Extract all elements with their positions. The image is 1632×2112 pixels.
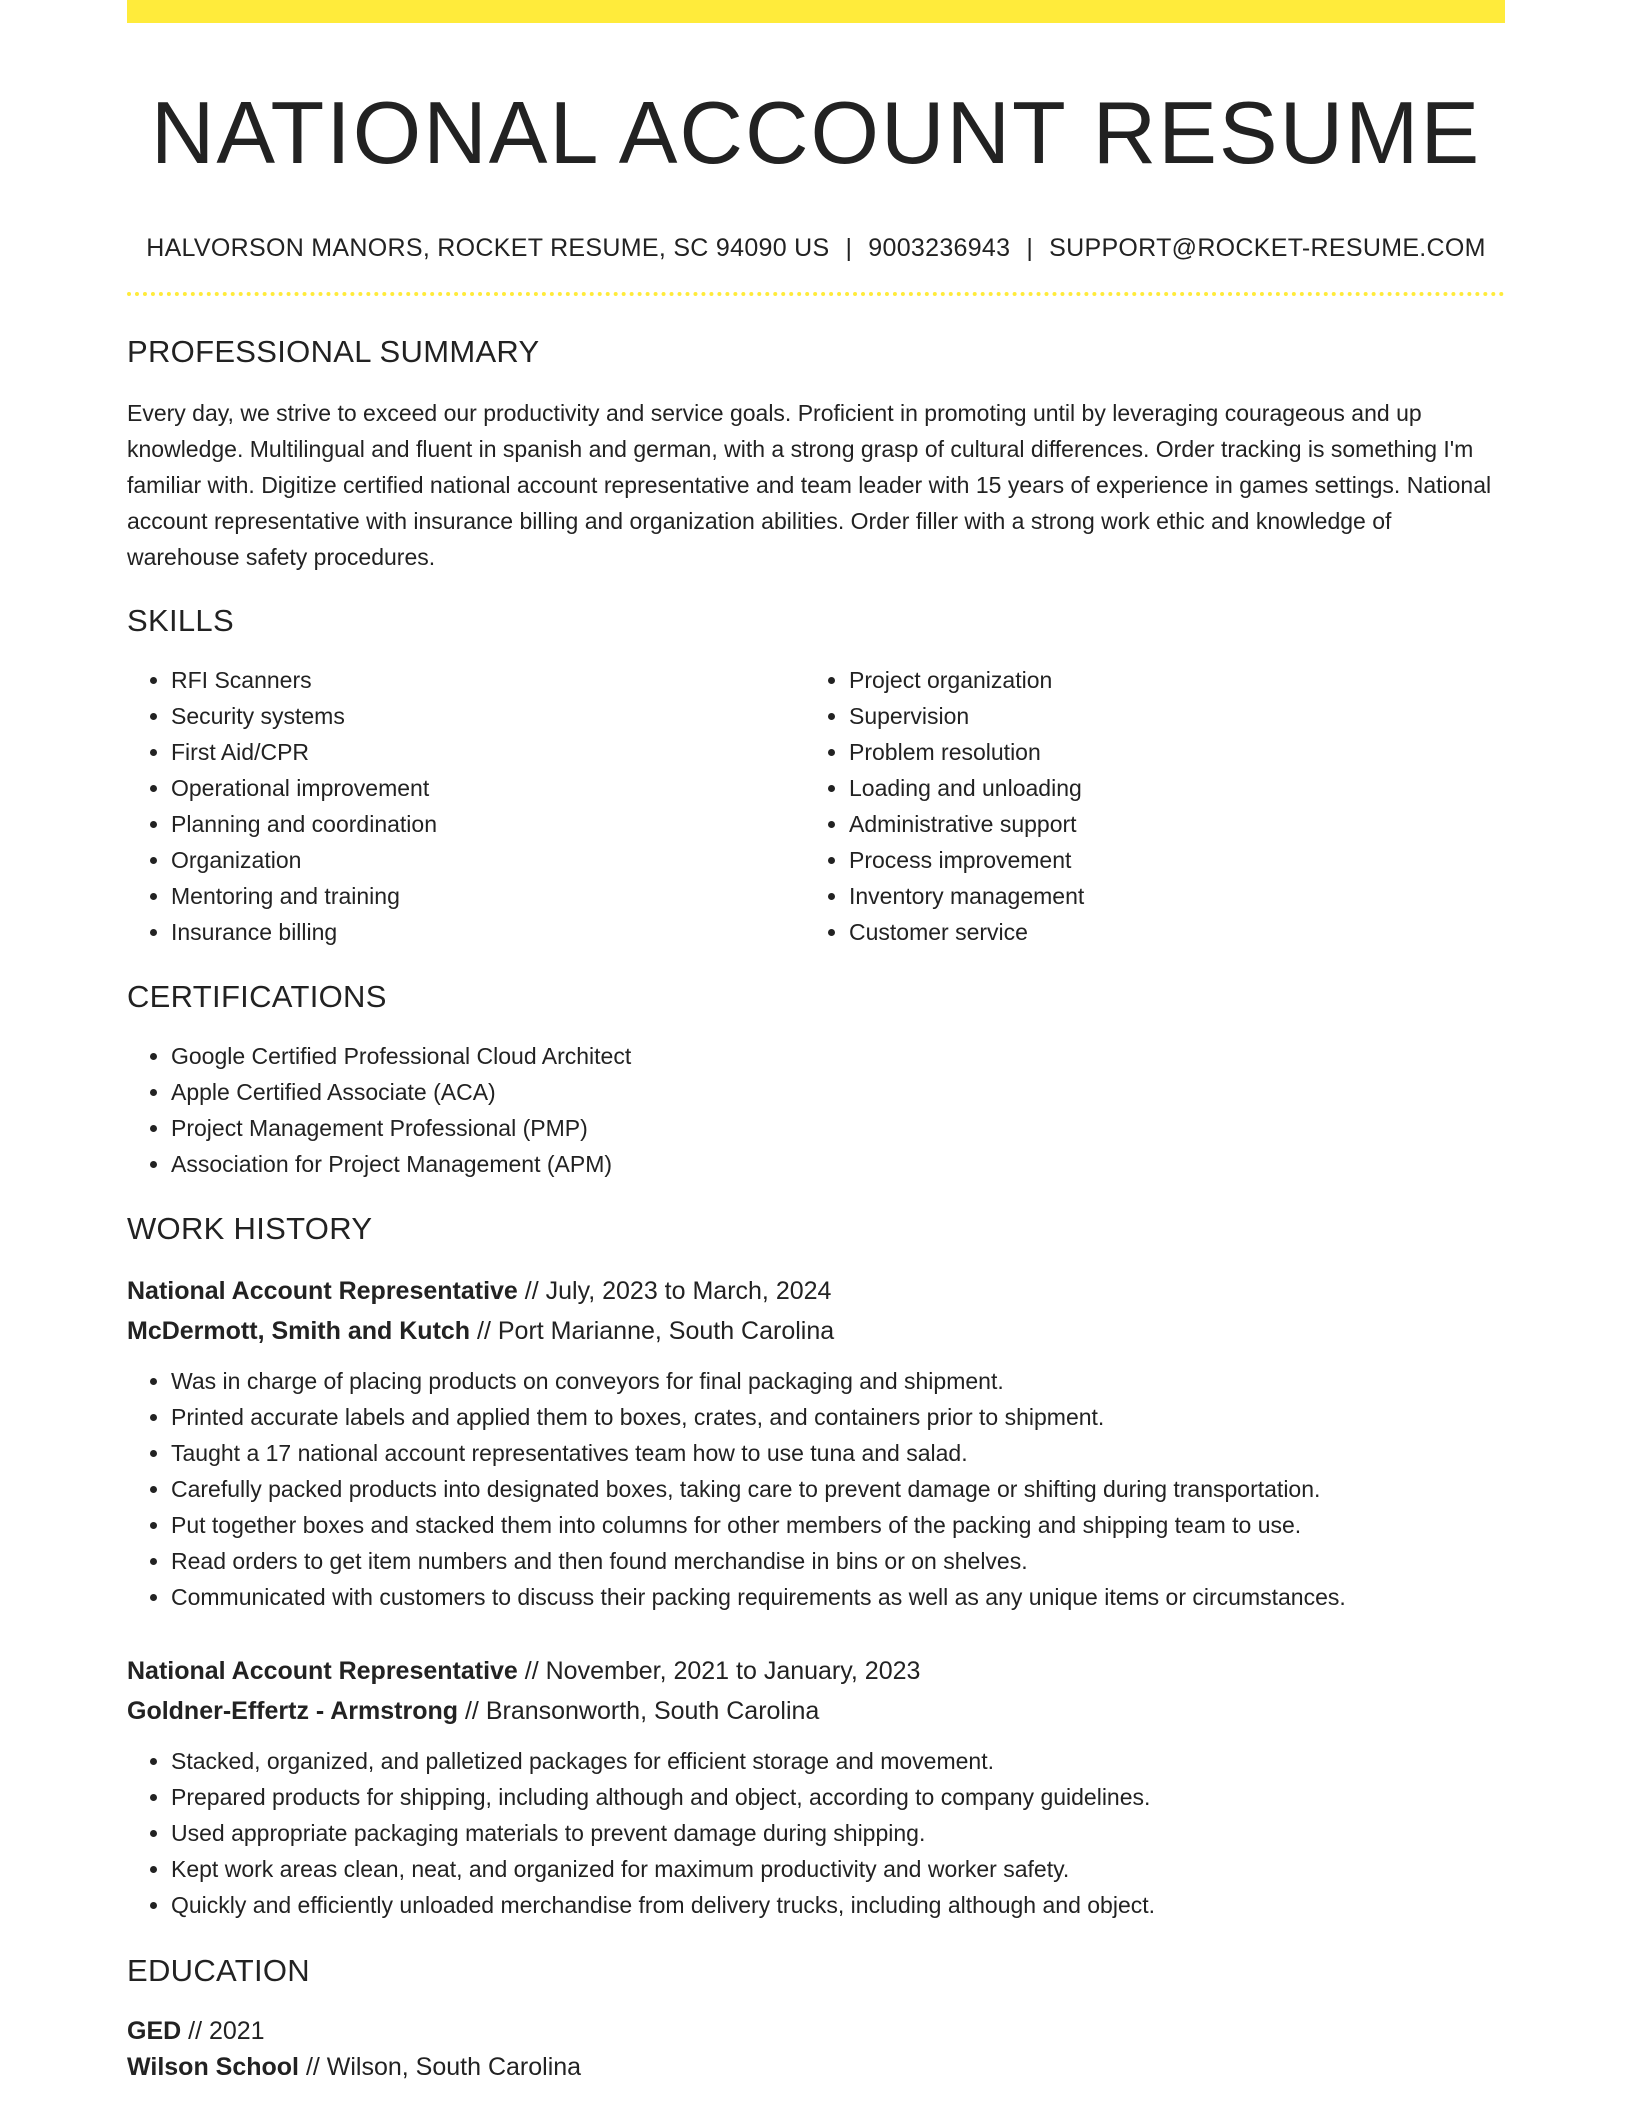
education-location: // Wilson, South Carolina [299, 2053, 582, 2081]
job-title: National Account Representative [127, 1277, 518, 1305]
job-duty: • Kept work areas clean, neat, and organized for maximum productivity and worker safety. [171, 1851, 1505, 1887]
job-duty: • Used appropriate packaging materials to prevent damage during shipping. [171, 1815, 1505, 1851]
job-title-line [127, 1651, 1505, 1691]
education-degree-line [127, 2013, 1505, 2049]
skills-column-right [805, 662, 1483, 950]
job-title: National Account Representative [127, 1657, 518, 1685]
job-duty: • Prepared products for shipping, including although and object, according to company guidelines. [171, 1779, 1505, 1815]
education-school-line [127, 2049, 1505, 2085]
skill-item: • Mentoring and training [171, 878, 805, 914]
skill-item: • First Aid/CPR [171, 734, 805, 770]
skills-list-right [805, 662, 1483, 950]
job-company: Goldner-Effertz - Armstrong [127, 1697, 459, 1725]
job-duty: • Communicated with customers to discuss their packing requirements as well as any unique items or circumstances. [171, 1579, 1505, 1615]
job-dates: // November, 2021 to January, 2023 [517, 1657, 921, 1685]
certification-item: • Project Management Professional (PMP) [171, 1110, 1505, 1146]
skill-item: • RFI Scanners [171, 662, 805, 698]
contact-phone: 9003236943 [868, 234, 1011, 262]
job-duties-list [127, 1363, 1505, 1615]
certifications-list [127, 1038, 1505, 1182]
job-company-line [127, 1311, 1505, 1351]
job-duty: • Taught a 17 national account representatives team how to use tuna and salad. [171, 1435, 1505, 1471]
certifications-heading: CERTIFICATIONS [127, 979, 387, 1014]
skill-item: • Loading and unloading [849, 770, 1483, 806]
skill-item: • Planning and coordination [171, 806, 805, 842]
contact-address: HALVORSON MANORS, ROCKET RESUME, SC 94090 US [146, 234, 830, 262]
resume-page [127, 0, 1505, 2085]
skill-item: • Inventory management [849, 878, 1483, 914]
job-entry [127, 1271, 1505, 1615]
top-accent-bar [127, 0, 1505, 23]
skills-column-left [127, 662, 805, 950]
education-year: // 2021 [181, 2017, 265, 2045]
job-duty: • Put together boxes and stacked them into columns for other members of the packing and shipping team to use. [171, 1507, 1505, 1543]
skill-item: • Organization [171, 842, 805, 878]
skill-item: • Project organization [849, 662, 1483, 698]
job-duty: • Carefully packed products into designated boxes, taking care to prevent damage or shifting during transportation. [171, 1471, 1505, 1507]
education-heading: EDUCATION [127, 1953, 310, 1988]
job-entry [127, 1651, 1505, 1923]
resume-title: NATIONAL ACCOUNT RESUME [150, 83, 1482, 182]
skill-item: • Security systems [171, 698, 805, 734]
job-duty: • Stacked, organized, and palletized packages for efficient storage and movement. [171, 1743, 1505, 1779]
job-duties-list [127, 1743, 1505, 1923]
summary-text: Every day, we strive to exceed our productivity and service goals. Proficient in promoting until by leveraging courageous and up knowledge. Multilingual and fluent in spanish and german, with a strong grasp of cultural differences. Order tracking is something I'm familiar with. Digitize certified national account representative and team leader with 15 years of experience in games settings. National account representative with insurance billing and organization abilities. Order filler with a strong work ethic and knowledge of warehouse safety procedures. [127, 400, 1492, 570]
contact-email[interactable]: SUPPORT@ROCKET-RESUME.COM [1049, 234, 1486, 262]
skill-item: • Supervision [849, 698, 1483, 734]
job-location: // Bransonworth, South Carolina [458, 1697, 820, 1725]
work-history-heading: WORK HISTORY [127, 1211, 373, 1246]
skill-item: • Customer service [849, 914, 1483, 950]
dotted-divider [127, 292, 1505, 296]
education-school: Wilson School [127, 2053, 299, 2081]
job-dates: // July, 2023 to March, 2024 [517, 1277, 832, 1305]
certification-item: • Apple Certified Associate (ACA) [171, 1074, 1505, 1110]
skills-columns [127, 662, 1505, 950]
skill-item: • Administrative support [849, 806, 1483, 842]
summary-heading: PROFESSIONAL SUMMARY [127, 334, 540, 369]
contact-separator: | [1026, 234, 1034, 262]
job-duty: • Read orders to get item numbers and then found merchandise in bins or on shelves. [171, 1543, 1505, 1579]
job-company: McDermott, Smith and Kutch [127, 1317, 471, 1345]
skill-item: • Process improvement [849, 842, 1483, 878]
job-duty: • Quickly and efficiently unloaded merchandise from delivery trucks, including although and object. [171, 1887, 1505, 1923]
skill-item: • Insurance billing [171, 914, 805, 950]
job-duty: • Printed accurate labels and applied them to boxes, crates, and containers prior to shipment. [171, 1399, 1505, 1435]
certification-item: • Google Certified Professional Cloud Architect [171, 1038, 1505, 1074]
job-location: // Port Marianne, South Carolina [470, 1317, 835, 1345]
education-degree: GED [127, 2017, 182, 2045]
skills-heading: SKILLS [127, 603, 234, 638]
certification-item: • Association for Project Management (APM) [171, 1146, 1505, 1182]
skills-list-left [127, 662, 805, 950]
skill-item: • Problem resolution [849, 734, 1483, 770]
contact-line [127, 233, 1505, 263]
skill-item: • Operational improvement [171, 770, 805, 806]
contact-separator: | [845, 234, 853, 262]
job-company-line [127, 1691, 1505, 1731]
job-title-line [127, 1271, 1505, 1311]
job-duty: • Was in charge of placing products on conveyors for final packaging and shipment. [171, 1363, 1505, 1399]
